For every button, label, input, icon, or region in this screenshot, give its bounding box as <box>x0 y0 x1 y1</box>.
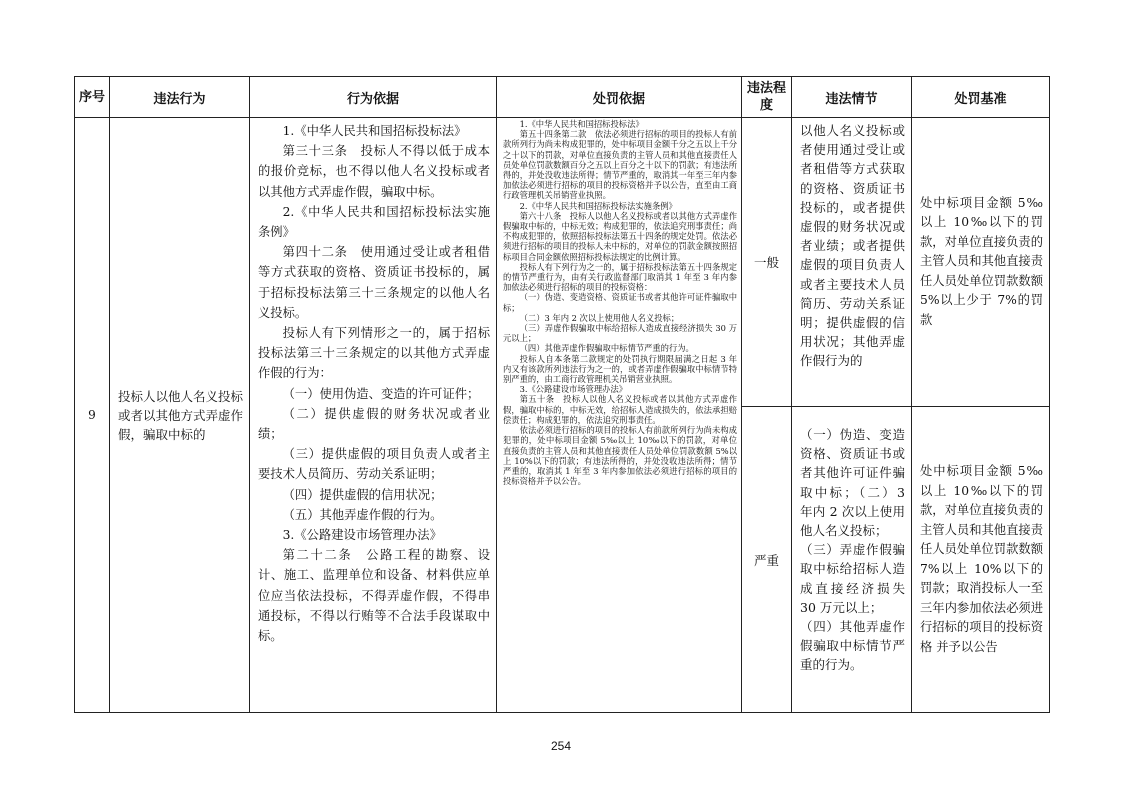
row-seq: 9 <box>75 118 110 713</box>
basis-paragraph: 第三十三条 投标人不得以低于成本的报价竞标，也不得以他人名义投标或者以其他方式弄虚作假，骗取中标。 <box>258 144 490 199</box>
header-standard: 处罚基准 <box>912 77 1050 118</box>
circumstance-text: （三）弄虚作假骗取中标给招标人造成直接经济损失 30 万元以上； <box>800 542 905 615</box>
basis-paragraph: （二）提供虚假的财务状况或者业绩； <box>258 406 490 442</box>
penalty-paragraph: 第五十条 投标人以他人名义投标或者以其他方式弄虚作假，骗取中标的，中标无效，给招标人造成损失的，依法承担赔偿责任；构成犯罪的，依法追究刑事责任。 <box>503 394 737 425</box>
basis-paragraph: 3.《公路建设市场管理办法》 <box>282 528 442 543</box>
penalty-paragraph: 第五十四条第二款 依法必须进行招标的项目的投标人有前款所列行为尚未构成犯罪的，处中标项目金额千分之五以上千分之十以下的罚款，对单位直接负责的主管人员和其他直接责任人员处单位罚款数额百分之五以上百分之十以下的罚款；有违法所得的，并处没收违法所得；情节严重的，取消其一年至三年内参加依法必须进行招标的项目的投标资格并予以公告，直至由工商行政管理机关吊销营业执照。 <box>503 129 737 201</box>
basis-paragraph: （五）其他弄虚作假的行为。 <box>282 507 443 522</box>
penalty-paragraph: 投标人自本条第二款规定的处罚执行期限届满之日起 3 年内又有该款所列违法行为之一的，或者弄虚作假骗取中标情节特别严重的，由工商行政管理机关吊销营业执照。 <box>503 353 737 385</box>
table-row <box>75 118 1050 407</box>
circumstance-serious <box>792 407 912 713</box>
circumstance-text: 以他人名义投标或者使用通过受让或者租借等方式获取的资格、资质证书投标的，或者提供虚假的财务状况或者业绩；或者提供虚假的项目负责人或者主要技术人员简历、劳动关系证明；提供虚假的信用状况；其他弄虚作假行为的 <box>800 123 905 369</box>
standard-general: 处中标项目金额 5‰以上 10‰以下的罚款，对单位直接负责的主管人员和其他直接责任人员处单位罚款数额 5%以上少于 7%的罚款 <box>912 118 1050 407</box>
penalty-paragraph: 投标人有下列行为之一的，属于招标投标法第五十四条规定的情节严重行为，由有关行政监督部门取消其 1 年至 3 年内参加依法必须进行招标的项目的投标资格： <box>503 261 737 293</box>
penalty-paragraph: （四）其他弄虚作假骗取中标情节严重的行为。 <box>519 343 694 354</box>
header-basis: 行为依据 <box>250 77 497 118</box>
basis-paragraph: 1.《中华人民共和国招标投标法》 <box>282 124 467 138</box>
header-act: 违法行为 <box>110 77 250 118</box>
header-row <box>75 77 1050 118</box>
circumstance-general <box>792 118 912 407</box>
penalty-paragraph: （二）3 年内 2 次以上使用他人名义投标； <box>519 312 680 323</box>
penalty-paragraph: （三）弄虚作假骗取中标给招标人造成直接经济损失 30 万元以上； <box>503 323 737 344</box>
header-penalty: 处罚依据 <box>497 77 742 118</box>
penalty-standard-table <box>74 76 1050 713</box>
penalty-paragraph: 3.《公路建设市场管理办法》 <box>519 384 628 395</box>
degree-general: 一般 <box>742 118 792 407</box>
penalty-paragraph: 2.《中华人民共和国招标投标法实施条例》 <box>519 200 677 211</box>
basis-paragraph: 第四十二条 使用通过受让或者租借等方式获取的资格、资质证书投标的，属于招标投标法第三十三条规定的以他人名义投标。 <box>258 245 490 320</box>
standard-serious: 处中标项目金额 5‰以上 10‰以下的罚款，对单位直接负责的主管人员和其他直接责任人员处单位罚款数额 7%以上 10%以下的罚款；取消投标人一至三年内参加依法必须进行招标的项目的投标资格 并予以公告 <box>912 407 1050 713</box>
header-seq: 序号 <box>75 77 110 118</box>
circumstance-text: （一）伪造、变造资格、资质证书或者其他许可证件骗取中标；（二）3 年内 2 次以上使用他人名义投标； <box>800 427 905 539</box>
penalty-paragraph: 第六十八条 投标人以他人名义投标或者以其他方式弄虚作假骗取中标的，中标无效；构成犯罪的，依法追究刑事责任；尚不构成犯罪的，依照招标投标法第五十四条的规定处罚。依法必须进行招标的项目的投标人未中标的，对单位的罚款金额按照招标项目合同金额依照招标投标法规定的比例计算。 <box>503 210 737 262</box>
basis-paragraph: 2.《中华人民共和国招标投标法实施条例》 <box>258 204 490 240</box>
circumstance-text: （四）其他弄虚作假骗取中标情节严重的行为。 <box>800 619 905 673</box>
basis-paragraph: 投标人有下列情形之一的，属于招标投标法第三十三条规定的以其他方式弄虚作假的行为： <box>258 326 490 381</box>
basis-paragraph: （一）使用伪造、变造的许可证件； <box>282 386 480 401</box>
row-violation: 投标人以他人名义投标或者以其他方式弄虚作假，骗取中标的 <box>110 118 250 713</box>
page-number: 254 <box>550 739 572 753</box>
header-degree: 违法程度 <box>742 77 792 118</box>
basis-paragraph: （四）提供虚假的信用状况； <box>282 487 443 502</box>
row-legal-basis <box>250 118 497 713</box>
header-circumstance: 违法情节 <box>792 77 912 118</box>
basis-paragraph: 第二十二条 公路工程的勘察、设计、施工、监理单位和设备、材料供应单位应当依法投标，不得弄虚作假，不得串通投标，不得以行贿等不合法手段谋取中标。 <box>258 548 490 644</box>
penalty-paragraph: （一）伪造、变造资格、资质证书或者其他许可证件骗取中标； <box>503 292 737 313</box>
degree-serious: 严重 <box>742 407 792 713</box>
row-penalty-basis <box>497 118 742 713</box>
basis-paragraph: （三）提供虚假的项目负责人或者主要技术人员简历、劳动关系证明； <box>258 447 490 482</box>
penalty-paragraph: 依法必须进行招标的项目的投标人有前款所列行为尚未构成犯罪的，处中标项目金额 5‰以上 10‰以下的罚款，对单位直接负责的主管人员和其他直接责任人员处单位罚款数额 5%以上 10%以下的罚款；有违法所得的，并处没收违法所得；情节严重的，取消其 1 年至 3 年内参加依法必须进行招标的项目的投标资格并予以公告。 <box>503 425 737 487</box>
penalty-paragraph: 1.《中华人民共和国招标投标法》 <box>519 119 644 129</box>
